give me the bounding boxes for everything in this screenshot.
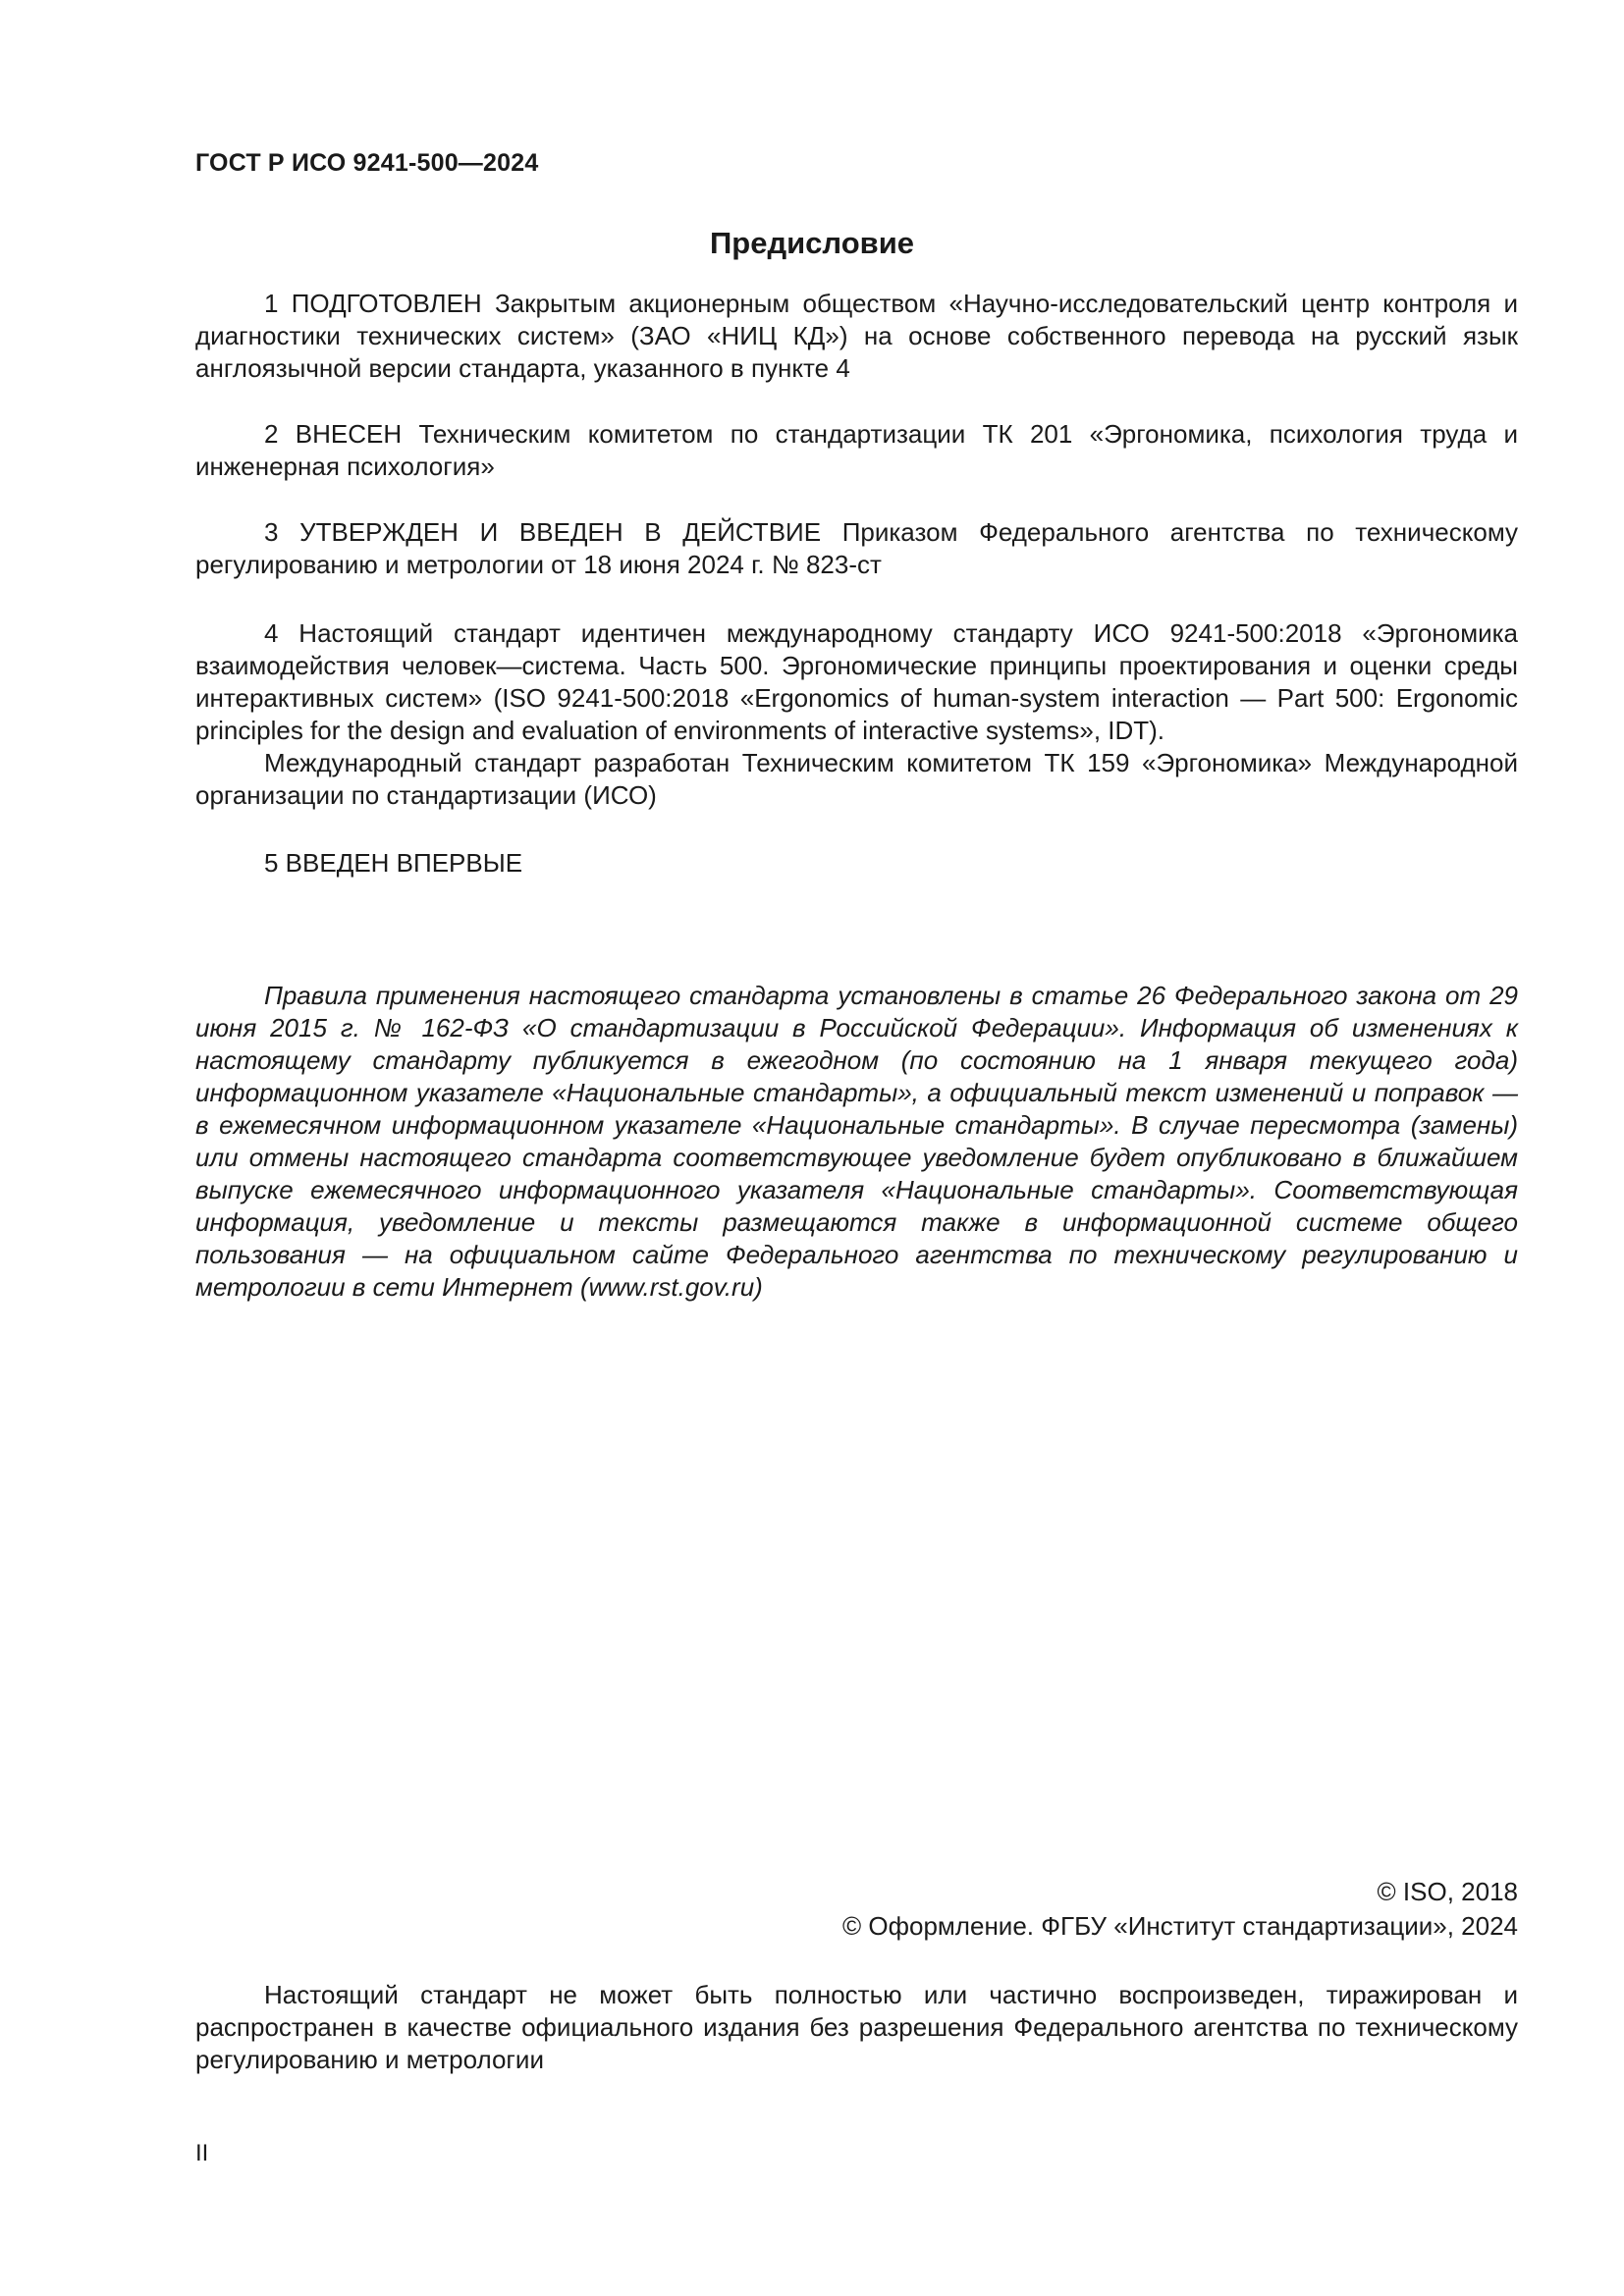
- reproduction-text: Настоящий стандарт не может быть полностью или частично воспроизведен, тиражирован и распространен в качестве официального издания без разрешения Федерального агентства по техническому регулированию и метрологии: [195, 1980, 1518, 2074]
- foreword-item-5: [195, 847, 1518, 880]
- document-header: ГОСТ Р ИСО 9241-500—2024: [195, 149, 539, 177]
- foreword-item-4-continuation: Международный стандарт разработан Техническим комитетом ТК 159 «Эргономика» Международной организации по стандартизации (ИСО): [195, 748, 1518, 810]
- foreword-item-2: [195, 418, 1518, 483]
- page-title: Предисловие: [709, 226, 914, 260]
- foreword-item-4: [195, 617, 1518, 812]
- foreword-item-2-text: 2 ВНЕСЕН Техническим комитетом по стандартизации ТК 201 «Эргономика, психология труда и инженерная психология»: [195, 419, 1518, 481]
- foreword-item-1-text: 1 ПОДГОТОВЛЕН Закрытым акционерным обществом «Научно-исследовательский центр контроля и диагностики технических систем» (ЗАО «НИЦ КД») на основе собственного перевода на русский язык англоязычной версии стандарта, указанного в пункте 4: [195, 289, 1518, 383]
- foreword-item-5-text: 5 ВВЕДЕН ВПЕРВЫЕ: [264, 848, 523, 878]
- iso-copyright: © ISO, 2018: [1377, 1877, 1518, 1906]
- foreword-item-4-text: 4 Настоящий стандарт идентичен международному стандарту ИСО 9241-500:2018 «Эргономика взаимодействия человек—система. Часть 500. Эргономические принципы проектирования и оценки среды интерактивных систем» (ISO 9241-500:2018 «Ergonomics of human-system interaction — Part 500: Ergonomic principles for the design and evaluation of environments of interactive systems», IDT).: [195, 618, 1518, 745]
- design-copyright: © Оформление. ФГБУ «Институт стандартизации», 2024: [842, 1911, 1518, 1941]
- page-number: II: [195, 2140, 209, 2166]
- foreword-item-1: [195, 288, 1518, 385]
- foreword-item-3-text: 3 УТВЕРЖДЕН И ВВЕДЕН В ДЕЙСТВИЕ Приказом Федерального агентства по техническому регулированию и метрологии от 18 июня 2024 г. № 823-ст: [195, 517, 1518, 579]
- application-rules-notice: [195, 980, 1518, 1304]
- reproduction-notice: [195, 1979, 1518, 2076]
- foreword-item-3: [195, 516, 1518, 581]
- notice-text: Правила применения настоящего стандарта установлены в статье 26 Федерального закона от 29 июня 2015 г. № 162-ФЗ «О стандартизации в Российской Федерации». Информация об изменениях к настоящему стандарту публикуется в ежегодном (по состоянию на 1 января текущего года) информационном указателе «Национальные стандарты», а официальный текст изменений и поправок — в ежемесячном информационном указателе «Национальные стандарты». В случае пересмотра (замены) или отмены настоящего стандарта соответствующее уведомление будет опубликовано в ближайшем выпуске ежемесячного информационного указателя «Национальные стандарты». Соответствующая информация, уведомление и тексты размещаются также в информационной системе общего пользования — на официальном сайте Федерального агентства по техническому регулированию и метрологии в сети Интернет (www.rst.gov.ru): [195, 981, 1518, 1302]
